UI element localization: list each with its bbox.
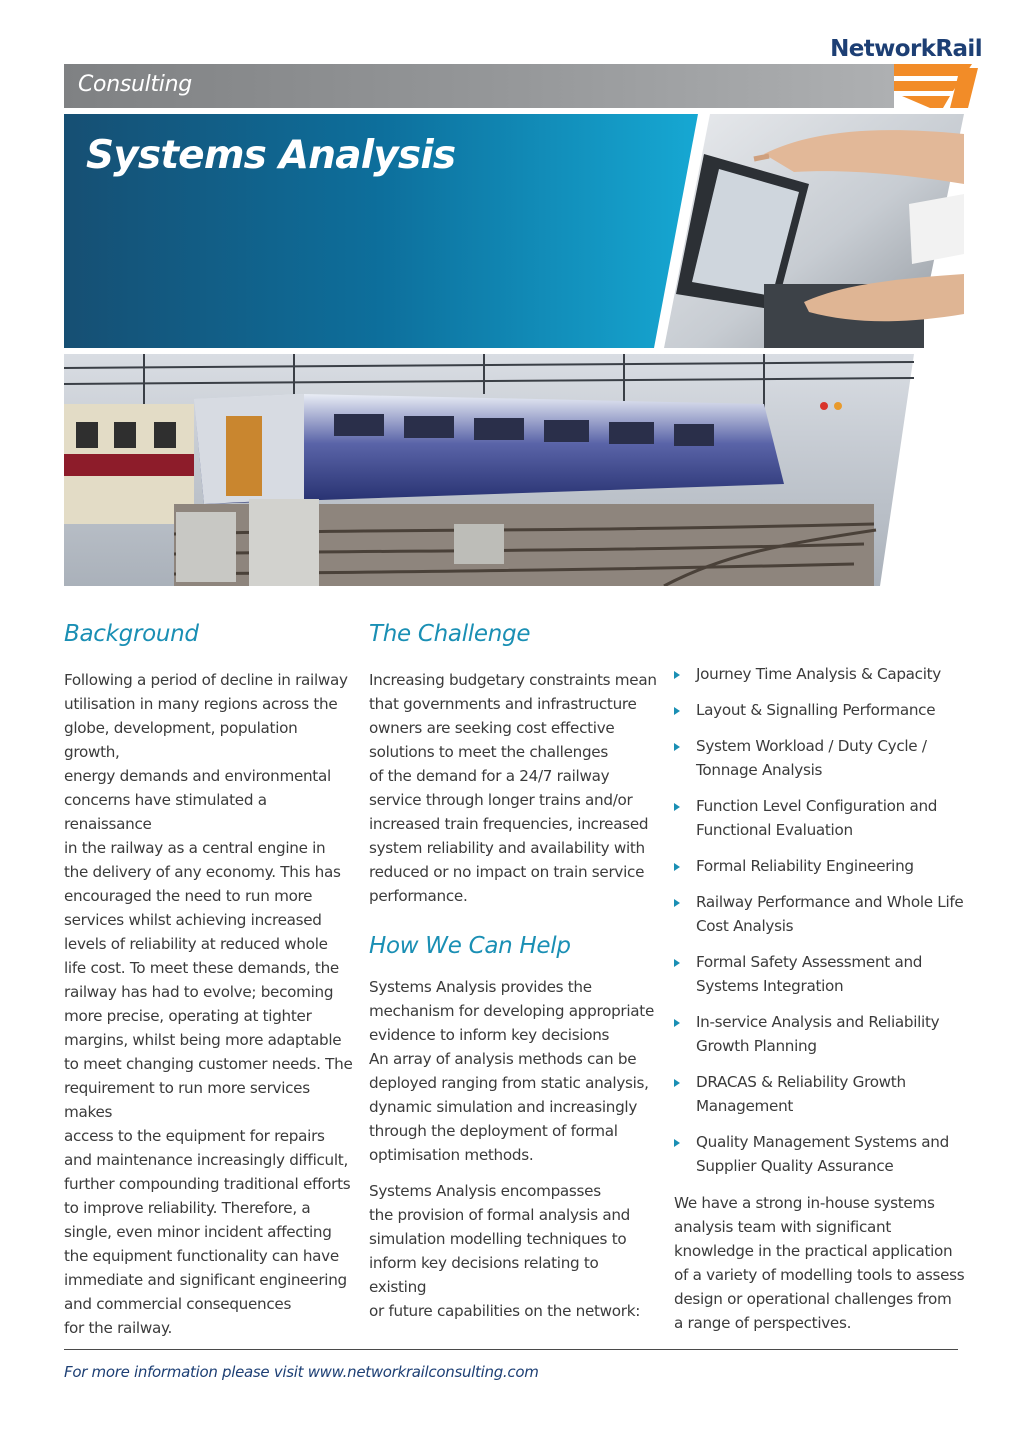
list-item: Railway Performance and Whole Life Cost Analysis xyxy=(674,890,974,938)
list-item: In-service Analysis and Reliability Growth Planning xyxy=(674,1010,974,1058)
help-text-1: Systems Analysis provides the mechanism for developing appropriate evidence to inform key decisions An array of analysis methods can be deployed ranging from static analysis, dynamic simulation and increasingly through the deployment of formal optimisation methods. xyxy=(369,978,654,1164)
bullet-arrow-icon xyxy=(674,1079,680,1087)
bullet-arrow-icon xyxy=(674,707,680,715)
list-item: Layout & Signalling Performance xyxy=(674,698,974,722)
bullet-arrow-icon xyxy=(674,863,680,871)
challenge-heading: The Challenge xyxy=(369,621,531,647)
list-item: Function Level Configuration and Functional Evaluation xyxy=(674,794,974,842)
list-item: Formal Safety Assessment and Systems Integration xyxy=(674,950,974,998)
closing-text: We have a strong in-house systems analysis team with significant knowledge in the practical application of a variety of modelling tools to assess design or operational challenges from a range of perspectives. xyxy=(674,1194,965,1332)
background-text: Following a period of decline in railway utilisation in many regions across the globe, development, population growth, energy demands and environmental concerns have stimulated a renaissance in the railway as a central engine in the delivery of any economy. This has encouraged the need to run more services whilst achieving increased levels of reliability at reduced whole life cost. To meet these demands, the railway has had to evolve; becoming more precise, operating at tighter margins, whilst being more adaptable to meet changing customer needs. The requirement to run more services makes access to the equipment for repairs and maintenance increasingly difficult, further compounding traditional efforts to improve reliability. Therefore, a single, even minor incident affecting the equipment functionality can have immediate and significant engineering and commercial consequences for the railway. xyxy=(64,671,353,1337)
footer-divider xyxy=(64,1349,958,1350)
help-heading: How We Can Help xyxy=(369,933,571,959)
footer-link-text[interactable]: For more information please visit www.networkrailconsulting.com xyxy=(64,1363,539,1381)
bullet-arrow-icon xyxy=(674,1139,680,1147)
bullet-arrow-icon xyxy=(674,1019,680,1027)
consulting-bar xyxy=(64,64,894,108)
logo-wordmark: NetworkRail xyxy=(830,36,982,62)
services-list xyxy=(674,662,974,1190)
page-title: Systems Analysis xyxy=(86,133,456,178)
list-item: System Workload / Duty Cycle / Tonnage Analysis xyxy=(674,734,974,782)
section-label: Consulting xyxy=(78,72,192,97)
bullet-arrow-icon xyxy=(674,803,680,811)
list-item: Quality Management Systems and Supplier Quality Assurance xyxy=(674,1130,974,1178)
challenge-text: Increasing budgetary constraints mean that governments and infrastructure owners are seeking cost effective solutions to meet the challenges of the demand for a 24/7 railway service through longer trains and/or increased train frequencies, increased system reliability and availability with reduced or no impact on train service performance. xyxy=(369,671,657,905)
help-text-2: Systems Analysis encompasses the provision of formal analysis and simulation modelling techniques to inform key decisions relating to existing or future capabilities on the network: xyxy=(369,1182,641,1320)
train-on-tracks-photo xyxy=(64,354,914,586)
list-item: Journey Time Analysis & Capacity xyxy=(674,662,974,686)
list-item: DRACAS & Reliability Growth Management xyxy=(674,1070,974,1118)
bullet-arrow-icon xyxy=(674,671,680,679)
list-item: Formal Reliability Engineering xyxy=(674,854,974,878)
computer-screen-touch-photo xyxy=(664,114,964,348)
background-heading: Background xyxy=(64,621,199,647)
bullet-arrow-icon xyxy=(674,959,680,967)
bullet-arrow-icon xyxy=(674,743,680,751)
bullet-arrow-icon xyxy=(674,899,680,907)
